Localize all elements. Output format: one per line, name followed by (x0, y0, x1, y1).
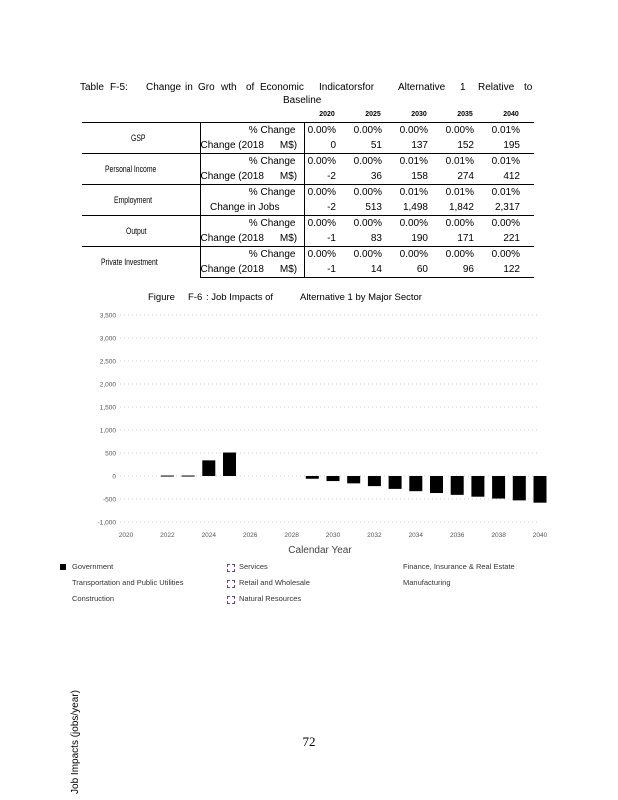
pct-value-cell: 0.01% (442, 154, 488, 170)
abs-value-cell: 195 (503, 140, 520, 151)
indicator-label: GSP (130, 132, 146, 144)
x-axis-label: Calendar Year (288, 545, 352, 556)
abs-value-cell: 36 (370, 171, 382, 182)
unit-label: Change (2018 (200, 264, 264, 275)
y-tick-label: 2,000 (99, 381, 116, 389)
abs-value-cell: 190 (411, 233, 428, 244)
table-row (82, 154, 534, 170)
pct-value-cell: 0.00% (488, 216, 534, 232)
unit-cell: % Change (200, 154, 304, 170)
pct-value-cell: 0.00% (304, 154, 350, 170)
pct-value-cell: 0.00% (304, 247, 350, 263)
pct-value-cell: 0.00% (304, 216, 350, 232)
indicator-cell (82, 247, 200, 278)
unit-label: Change in Jobs (210, 202, 280, 213)
x-tick-label: 2038 (491, 532, 506, 539)
unit-cell (200, 138, 304, 154)
x-tick-label: 2040 (532, 532, 548, 539)
pct-value-cell: 0.00% (442, 123, 488, 139)
pct-value-cell: 0.00% (396, 123, 442, 139)
government-bar (534, 476, 547, 503)
unit-label: Change (2018 (200, 140, 264, 151)
indicator-label: Private Investment (101, 256, 159, 268)
abs-value-cell: 122 (488, 262, 534, 278)
column-header-year: 2035 (442, 108, 488, 123)
services-swatch (227, 564, 235, 572)
table-header-row (82, 108, 534, 123)
pct-value-cell: 0.00% (304, 123, 350, 139)
abs-value-cell: 1,498 (402, 202, 428, 213)
government-bar (471, 476, 484, 497)
pct-value-cell: 0.00% (396, 247, 442, 263)
x-tick-label: 2028 (284, 532, 299, 539)
unit-label: M$) (279, 140, 298, 151)
y-tick-label: 500 (105, 450, 116, 458)
figure-title-word: F-6 (188, 292, 203, 303)
table-title-word: Gro (198, 82, 215, 93)
government-bar (347, 476, 360, 483)
unit-cell: % Change (200, 247, 304, 263)
government-bar (492, 476, 505, 499)
table-title-word: Table (80, 82, 104, 93)
government-swatch (60, 564, 66, 570)
abs-value-cell: -1 (304, 262, 350, 278)
table-row (82, 123, 534, 139)
unit-label: M$) (279, 171, 298, 182)
pct-value-cell: 0.01% (396, 185, 442, 201)
table-title-word: of (246, 82, 255, 93)
x-tick-label: 2034 (408, 532, 424, 539)
table-row (82, 185, 534, 201)
table-title-word: Alternative (398, 82, 446, 93)
services-bar (223, 453, 236, 476)
pct-value-cell: 0.01% (488, 123, 534, 139)
abs-value-cell: 14 (350, 262, 396, 278)
table-title-word: F-5: (110, 82, 128, 93)
unit-cell (200, 200, 304, 216)
pct-value-cell: 0.00% (350, 123, 396, 139)
legend-item: Retail and Wholesale (239, 578, 310, 587)
natural-resources-swatch (227, 596, 235, 604)
abs-value-cell: 51 (370, 140, 382, 151)
pct-value-cell: 0.00% (350, 154, 396, 170)
abs-value-cell: 1,842 (448, 202, 474, 213)
y-tick-label: 2,500 (99, 358, 116, 366)
abs-value-cell: 513 (365, 202, 382, 213)
abs-value-cell: -1 (327, 233, 336, 244)
unit-cell: % Change (200, 123, 304, 139)
y-tick-label: 3,000 (99, 335, 116, 343)
table-title-word: in (185, 82, 193, 93)
x-tick-label: 2026 (242, 532, 258, 539)
indicator-cell (82, 185, 200, 216)
abs-value-cell: 2,317 (494, 202, 520, 213)
unit-label: M$) (279, 233, 298, 244)
y-tick-label: -1,000 (97, 519, 116, 527)
y-tick-label: 3,500 (99, 312, 116, 320)
column-header-year: 2025 (350, 108, 396, 123)
x-tick-label: 2024 (201, 532, 217, 539)
legend-item: Services (239, 562, 268, 571)
pct-value-cell: 0.00% (350, 247, 396, 263)
pct-value-cell: 0.01% (488, 154, 534, 170)
government-bar (451, 476, 464, 495)
figure-title-word: : Job Impacts of (206, 292, 274, 303)
services-bar (202, 460, 215, 476)
abs-value-cell: 158 (411, 171, 428, 182)
column-header-year: 2030 (396, 108, 442, 123)
abs-value-cell: 0 (330, 140, 336, 151)
abs-value-cell: 83 (370, 233, 382, 244)
unit-label: Change (2018 (200, 171, 264, 182)
abs-value-cell: 171 (457, 233, 474, 244)
x-tick-label: 2036 (449, 532, 465, 539)
pct-value-cell: 0.00% (442, 216, 488, 232)
unit-label: M$) (279, 264, 298, 275)
services-bar (161, 476, 174, 477)
pct-value-cell: 0.00% (442, 247, 488, 263)
government-bar (327, 476, 340, 481)
column-header-year: 2020 (304, 108, 350, 123)
x-tick-label: 2032 (367, 532, 382, 539)
legend-item: Construction (72, 594, 115, 603)
legend-item: Transportation and Public Utilities (72, 578, 184, 587)
government-bar (368, 476, 381, 486)
table-title-word: 1 (460, 82, 466, 93)
indicator-cell (82, 154, 200, 185)
abs-value-cell: 152 (457, 140, 474, 151)
y-tick-label: 1,000 (99, 427, 116, 435)
y-tick-label: 1,500 (99, 404, 116, 412)
x-tick-label: 2022 (160, 532, 175, 539)
indicator-cell (82, 123, 200, 154)
pct-value-cell: 0.00% (304, 185, 350, 201)
x-tick-label: 2020 (118, 532, 134, 539)
unit-cell (200, 262, 304, 278)
page-number: 72 (302, 734, 316, 749)
table-title-word: Economic (260, 82, 304, 93)
table-row (82, 216, 534, 232)
table-row (82, 247, 534, 263)
y-tick-label: -500 (102, 496, 116, 504)
figure-title-word: Figure (148, 292, 175, 303)
pct-value-cell: 0.01% (396, 154, 442, 170)
table-title-word: Indicatorsfor (319, 82, 375, 93)
legend-item: Finance, Insurance & Real Estate (403, 562, 515, 571)
abs-value-cell: 137 (411, 140, 428, 151)
government-bar (430, 476, 443, 493)
y-tick-label: 0 (112, 473, 116, 481)
pct-value-cell: 0.00% (350, 216, 396, 232)
table-title-word: to (524, 82, 533, 93)
table-title-word: Change (146, 82, 182, 93)
legend-item: Manufacturing (403, 578, 451, 587)
column-header-year: 2040 (488, 108, 534, 123)
indicator-label: Personal Income (105, 163, 157, 175)
indicator-cell (82, 216, 200, 247)
y-axis-label: Job Impacts (jobs/year) (70, 690, 81, 794)
abs-value-cell: -2 (327, 202, 336, 213)
economic-indicators-table (82, 108, 534, 278)
indicator-label: Output (126, 225, 148, 237)
retail-wholesale-swatch (227, 580, 235, 588)
abs-value-cell: 274 (457, 171, 474, 182)
government-bar (389, 476, 402, 489)
pct-value-cell: 0.00% (350, 185, 396, 201)
table-title-word: Relative (478, 82, 515, 93)
pct-value-cell: 0.01% (442, 185, 488, 201)
unit-cell (200, 169, 304, 185)
figure-title-word: Alternative 1 by Major Sector (300, 292, 422, 303)
legend-item: Government (72, 562, 114, 571)
unit-cell: % Change (200, 216, 304, 232)
services-bar (182, 476, 195, 477)
unit-cell (200, 231, 304, 247)
table-title-word: wth (221, 82, 237, 93)
abs-value-cell: 221 (503, 233, 520, 244)
pct-value-cell: 0.01% (488, 185, 534, 201)
x-tick-label: 2030 (325, 532, 341, 539)
government-bar (306, 476, 319, 479)
pct-value-cell: 0.00% (488, 247, 534, 263)
abs-value-cell: 60 (396, 262, 442, 278)
table-title-word: Baseline (283, 95, 322, 106)
unit-label: Change (2018 (200, 233, 264, 244)
abs-value-cell: 412 (503, 171, 520, 182)
table-title (80, 82, 535, 108)
indicator-label: Employment (114, 194, 153, 206)
abs-value-cell: -2 (327, 171, 336, 182)
government-bar (409, 476, 422, 491)
abs-value-cell: 96 (442, 262, 488, 278)
legend-item: Natural Resources (239, 594, 302, 603)
unit-cell: % Change (200, 185, 304, 201)
government-bar (513, 476, 526, 500)
pct-value-cell: 0.00% (396, 216, 442, 232)
